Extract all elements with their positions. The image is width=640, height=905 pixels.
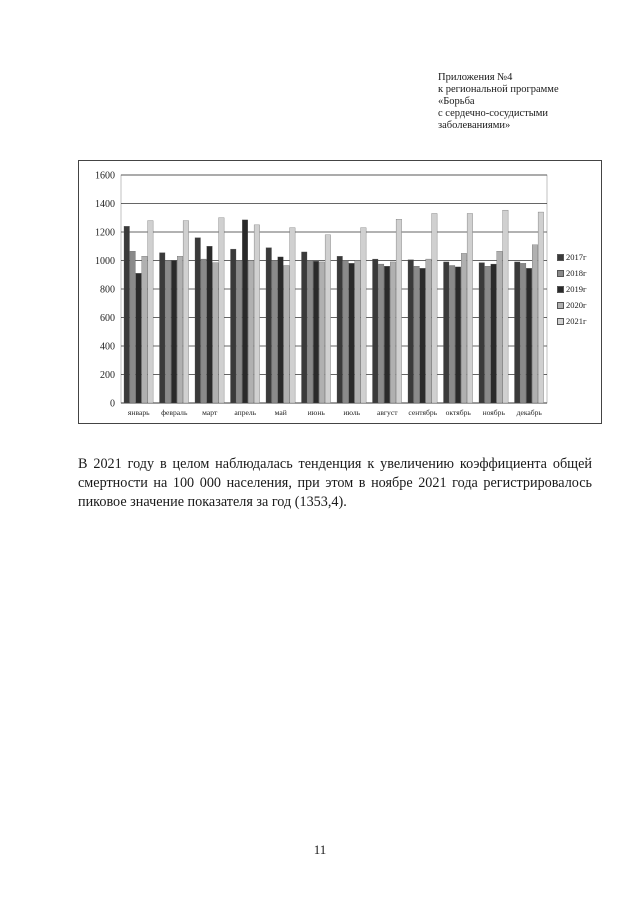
bar-2021г (503, 210, 509, 403)
legend-label: 2017г (566, 252, 587, 262)
bar-2018г (520, 263, 526, 403)
x-tick-label: апрель (234, 408, 257, 417)
bar-2017г (124, 226, 130, 403)
bar-2020г (497, 251, 503, 403)
bar-2019г (384, 266, 390, 403)
bar-2018г (378, 264, 384, 403)
bar-2018г (449, 265, 455, 403)
bar-2017г (444, 262, 450, 403)
bar-2018г (485, 266, 491, 403)
bar-2021г (219, 218, 225, 403)
chart-legend (557, 249, 601, 329)
bar-2018г (165, 261, 171, 404)
body-paragraph: В 2021 году в целом наблюдалась тенденция к увеличению коэффициента общей смертности на 100 000 населения, при этом в ноябре 2021 года регистрировалось пиковое значение показателя за год (1353,4). (78, 456, 592, 510)
legend-swatch (557, 318, 564, 325)
legend-swatch (557, 270, 564, 277)
bar-2017г (160, 253, 166, 403)
bar-2019г (207, 246, 213, 403)
bar-2021г (467, 213, 473, 403)
mortality-chart (78, 160, 602, 424)
bar-2019г (349, 263, 355, 403)
bar-2020г (213, 263, 219, 403)
y-tick-label: 200 (100, 370, 115, 381)
x-tick-label: январь (127, 408, 150, 417)
bar-2018г (343, 261, 349, 404)
x-tick-label: февраль (161, 408, 188, 417)
bar-2020г (390, 262, 396, 403)
bar-2019г (491, 264, 497, 403)
bar-2019г (136, 273, 142, 403)
legend-item (557, 313, 601, 329)
x-tick-label: ноябрь (482, 408, 505, 417)
bar-2017г (337, 256, 343, 403)
x-tick-label: март (202, 408, 218, 417)
y-tick-label: 800 (100, 284, 115, 296)
bar-2018г (414, 266, 420, 403)
y-tick-label: 1200 (95, 227, 115, 239)
x-tick-label: июль (343, 408, 361, 417)
bar-2019г (455, 267, 461, 403)
bar-2019г (420, 268, 426, 403)
bar-2018г (201, 259, 207, 403)
legend-item (557, 297, 601, 313)
bar-2021г (538, 212, 544, 403)
legend-label: 2020г (566, 300, 587, 310)
bar-2018г (236, 261, 242, 404)
bar-2020г (461, 253, 467, 403)
bar-2021г (325, 235, 331, 403)
x-tick-label: декабрь (516, 408, 542, 417)
legend-label: 2018г (566, 268, 587, 278)
legend-label: 2021г (566, 316, 587, 326)
bar-2021г (290, 228, 296, 403)
legend-swatch (557, 302, 564, 309)
y-tick-label: 1000 (95, 256, 115, 267)
bar-2020г (532, 245, 538, 403)
bar-2020г (142, 256, 148, 403)
bar-2020г (355, 261, 361, 404)
chart-svg (79, 161, 601, 423)
legend-swatch (557, 254, 564, 261)
bar-2019г (242, 220, 248, 403)
legend-item (557, 265, 601, 281)
x-tick-label: август (376, 408, 398, 417)
x-tick-label: июнь (307, 408, 325, 417)
bar-2017г (195, 238, 201, 403)
appendix-line-3: «Борьба (438, 96, 475, 107)
bar-2017г (231, 249, 237, 403)
legend-swatch (557, 286, 564, 293)
bar-2021г (183, 221, 189, 403)
bar-2017г (373, 259, 379, 403)
bar-2019г (526, 268, 532, 403)
bar-2017г (515, 262, 521, 403)
y-tick-label: 1400 (95, 199, 115, 210)
bar-2021г (148, 221, 154, 403)
bar-2021г (361, 228, 367, 403)
y-tick-label: 1600 (95, 170, 115, 182)
x-tick-label: сентябрь (408, 408, 438, 417)
bar-2019г (313, 261, 319, 403)
x-tick-label: май (274, 408, 287, 417)
bar-2021г (396, 219, 402, 403)
bar-2017г (408, 260, 414, 403)
bar-2018г (130, 251, 136, 403)
appendix-line-4: с сердечно-сосудистыми (438, 108, 549, 119)
bar-2018г (272, 261, 278, 404)
legend-label: 2019г (566, 284, 587, 294)
y-tick-label: 400 (100, 341, 115, 353)
legend-item (557, 249, 601, 265)
bar-2021г (432, 213, 438, 403)
bar-2017г (302, 252, 308, 403)
bar-2017г (266, 248, 272, 403)
appendix-line-1: Приложения №4 (438, 72, 513, 83)
bar-2019г (278, 257, 284, 403)
appendix-header (438, 72, 628, 132)
bar-2018г (307, 261, 313, 404)
bar-2019г (171, 261, 177, 404)
y-tick-label: 0 (110, 398, 115, 410)
bar-2020г (426, 259, 432, 403)
bar-2020г (177, 256, 183, 403)
bar-2021г (254, 225, 260, 403)
x-tick-label: октябрь (445, 408, 471, 417)
bar-2020г (284, 265, 290, 403)
bar-2020г (319, 262, 325, 403)
y-tick-label: 600 (100, 313, 115, 324)
bar-2017г (479, 263, 485, 403)
appendix-line-5: заболеваниями» (438, 120, 511, 131)
legend-item (557, 281, 601, 297)
bar-2020г (248, 261, 254, 404)
page-number: 11 (313, 842, 327, 857)
appendix-line-2: к региональной программе (438, 84, 559, 95)
